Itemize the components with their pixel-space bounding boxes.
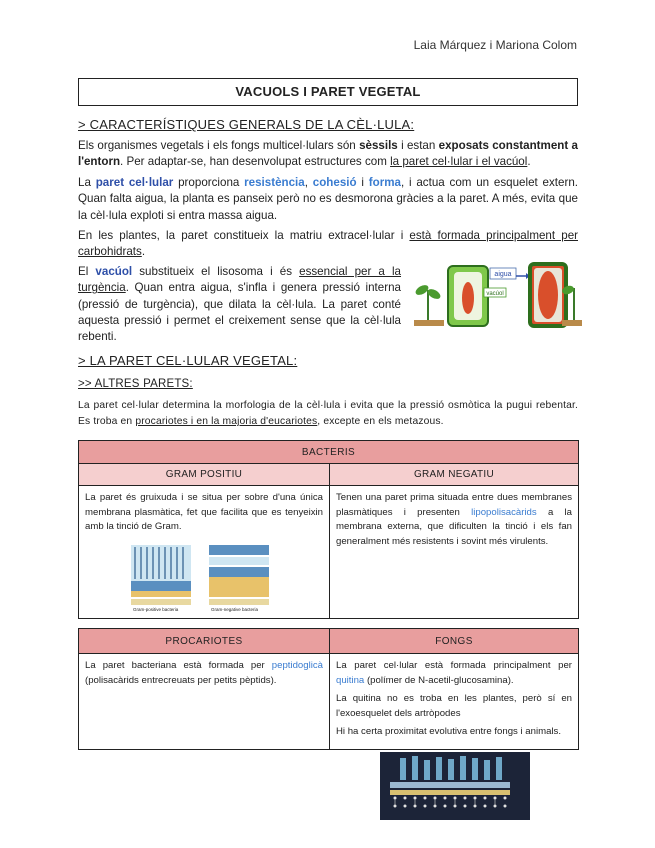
fungi-cell: La paret cel·lular està formada principalment per quitina (polímer de N-acetil-glucosamina). La quitina no es troba en les plantes, però sí en l'exoesquelet dels artròpodes Hi ha certa proximitat evolutiva entre fongs i animals. (330, 654, 579, 750)
fungi-evolution-text: Hi ha certa proximitat evolutiva entre fongs i animals. (336, 726, 562, 737)
section1-heading: > CARACTERÍSTIQUES GENERALS DE LA CÈL·LULA: (78, 117, 415, 132)
bacteria-table (78, 440, 579, 619)
paragraph-other-walls: La paret cel·lular determina la morfologia de la cèl·lula i evita que la pressió osmòtica la pugui rebentar. Es troba en procariotes i en la majoria d'eucariotes, excepte en els metazous. (78, 400, 578, 427)
fungi-header: FONGS (330, 629, 579, 654)
gram-wall-diagram (129, 541, 279, 613)
gram-positive-label: Gram-positive bacteria (133, 606, 179, 612)
paragraph-plants: En les plantes, la paret constitueix la matriu extracel·lular i està formada principalment per carbohidrats. (78, 229, 578, 259)
bacteria-table-title: BACTERIS (79, 441, 579, 464)
section2-heading: > LA PARET CEL·LULAR VEGETAL: (78, 353, 298, 368)
figure-label-vacuole: vacúol (486, 291, 504, 297)
gram-negative-label: Gram-negative bacteria (211, 606, 259, 612)
authors: Laia Márquez i Mariona Colom (413, 38, 577, 52)
prokaryotes-cell: La paret bacteriana està formada per peptidoglicà (polisacàrids entrecreuats per petits pèptids). (79, 654, 330, 750)
page-title: VACUOLS I PARET VEGETAL (78, 78, 578, 106)
fungal-wall-image (380, 752, 530, 820)
gram-positive-cell (79, 486, 330, 619)
gram-negative-header: GRAM NEGATIU (330, 464, 579, 486)
section2-subheading: >> ALTRES PARETS: (78, 378, 193, 390)
gram-positive-text: La paret és gruixuda i se situa per sobre d'una única membrana plasmàtica, fet que facilita que es tenyeixin amb la tinció de Gram. (85, 492, 323, 532)
prokaryotes-header: PROCARIOTES (79, 629, 330, 654)
prokaryotes-fungi-table (78, 628, 579, 750)
paragraph-vacuole: El vacúol substitueix el lisosoma i és essencial per a la turgència. Quan entra aigua, s'infla i genera pressió interna (pressió de turgència), que dilata la cèl·lula. La paret conté aquesta pressió i permet el creixement sense que la cèl·lula rebenti. (78, 265, 402, 344)
gram-negative-cell: Tenen una paret prima situada entre dues membranes plasmàtiques i presenten lipopolisacàrids a la membrana externa, que dificulten la tinció i els fan generalment més resistents i sovint més virulents. (330, 486, 579, 619)
fungi-chitin-text: La quitina no es troba en les plantes, però sí en l'exoesquelet dels artròpodes (336, 693, 572, 719)
paragraph-intro: Els organismes vegetals i els fongs multicel·lulars són sèssils i estan exposats constantment a l'entorn. Per adaptar-se, han desenvolupat estructures com la paret cel·lular i el vacúol. (78, 139, 578, 169)
figure-label-water: aigua (494, 271, 512, 278)
gram-positive-header: GRAM POSITIU (79, 464, 330, 486)
paragraph-cell-wall: La paret cel·lular proporciona resistència, cohesió i forma, i actua com un esquelet extern. Quan falta aigua, la planta es panseix però no es desmorona gràcies a la paret. A més, evita que la cèl·lula exploti si entra massa aigua. (78, 176, 578, 222)
turgor-figure (410, 258, 582, 332)
